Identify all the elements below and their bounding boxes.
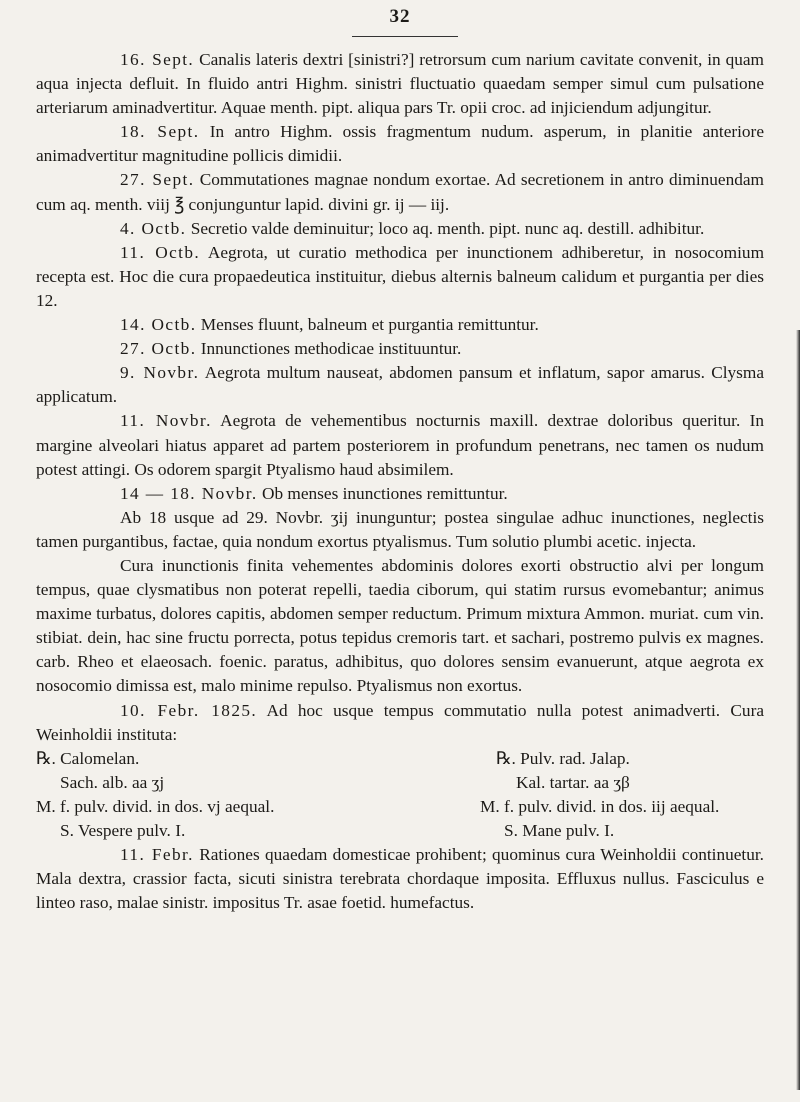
entry-text: Menses fluunt, balneum et purgantia remittuntur. (200, 315, 539, 335)
prescription-right-line: S. Mane pulv. I. (504, 821, 615, 840)
body-text (36, 48, 764, 915)
entry-text: Secretio valde deminuitur; loco aq. menth. pipt. nunc aq. destill. adhibitur. (190, 218, 705, 238)
entry-paragraph (36, 482, 764, 506)
entry-text: Ad hoc usque tempus commutatio nulla potest animadverti. Cura Weinholdii instituta: (36, 700, 764, 744)
entry-date: 9. Novbr. (120, 363, 200, 383)
page-number-rule (352, 36, 458, 37)
entry-paragraph (36, 168, 764, 216)
entry-date: 14 — 18. Novbr. (120, 483, 258, 503)
entry-paragraph (36, 506, 764, 554)
entry-date: 10. Febr. 1825. (120, 700, 258, 720)
entry-date: 27. Sept. (120, 170, 195, 190)
entry-text: Canalis lateris dextri [sinistri?] retrorsum cum narium cavitate convenit, in quam aqua injecta defluit. In fluido antri Highm. sinistri fluctuatio quaedam semper simul cum pulsatione arteriarum aminadvertitur. Aquae menth. pipt. aliqua pars Tr. opii croc. ad injiciendum adjungitur. (36, 50, 764, 118)
entry-text: Ab 18 usque ad 29. Novbr. ʒij inunguntur; postea singulae adhuc inunctiones, neglectis tamen purgantibus, factae, quia nondum exortus ptyalismus. Tum solutio plumbi acetic. injecta. (36, 507, 764, 551)
entry-text: Rationes quaedam domesticae prohibent; quominus cura Weinholdii continuetur. Mala dextra, crassior facta, sicuti sinistra terebrata chordaque imposita. Effluxus nullus. Fasciculus e linteo raso, malae sinistr. impositus Tr. asae foetid. humefactus. (36, 845, 764, 913)
entry-paragraph (36, 843, 764, 915)
entry-text: Commutationes magnae nondum exortae. Ad secretionem in antro diminuendam cum aq. menth. viij ℥ conjunguntur lapid. divini gr. ij — iij. (36, 170, 764, 214)
entry-text: Ob menses inunctiones remittuntur. (261, 483, 508, 503)
prescription-right-line: ℞. Pulv. rad. Jalap. (496, 748, 630, 768)
entry-paragraph (36, 120, 764, 168)
entry-date: 11. Octb. (120, 242, 201, 262)
prescription-left-line: M. f. pulv. divid. in dos. vj aequal. (36, 796, 275, 816)
page-number: 32 (389, 6, 411, 27)
prescription-right-line: M. f. pulv. divid. in dos. iij aequal. (480, 796, 720, 816)
entry-paragraph (36, 361, 764, 409)
entry-paragraph (36, 241, 764, 313)
prescription-right-line: Kal. tartar. aa ʒβ (516, 772, 630, 792)
entry-paragraph (36, 554, 764, 699)
prescription-left-line: ℞. Calomelan. (36, 748, 140, 768)
entry-paragraph (36, 217, 764, 241)
entry-date: 11. Febr. (120, 845, 194, 865)
entry-text: Innunctiones methodicae instituuntur. (200, 339, 462, 359)
entry-date: 18. Sept. (120, 122, 200, 142)
page-edge-shadow (796, 330, 800, 1090)
prescriptions (36, 747, 764, 843)
entry-text: Aegrota multum nauseat, abdomen pansum et inflatum, sapor amarus. Clysma applicatum. (36, 363, 765, 407)
entry-date: 14. Octb. (120, 315, 197, 335)
entry-date: 16. Sept. (120, 50, 195, 69)
entry-text: Aegrota, ut curatio methodica per inunctionem adhiberetur, in nosocomium recepta est. Hoc die cura propaedeutica instituitur, diebus alternis balneum calidum et purgantia per dies 12. (36, 242, 765, 310)
prescription-left-line: S. Vespere pulv. I. (60, 821, 186, 840)
entry-text: Cura inunctionis finita vehementes abdominis dolores exorti obstructio alvi per longum tempus, quae clysmatibus non poterat repelli, taedia ciborum, qui statim rursus evomebantur; animus maxime turbatus, dolores capitis, abdomen semper reductum. Primum mixtura Ammon. muriat. cum vin. stibiat. dein, hac sine fructu porrecta, potus tepidus cremoris tart. et sachari, postremo pulvis ex magnes. carb. Rheo et elaeosach. foenic. paratus, adhibitus, quo dolores sensim evanuerunt, atque aegrota ex nosocomio dimissa est, malo minime repulso. Ptyalismus non exortus. (36, 555, 764, 696)
entry-paragraph (36, 337, 764, 361)
entry-text: Aegrota de vehementibus nocturnis maxill. dextrae doloribus queritur. In margine alveolari hiatus apparet ad partem posteriorem in profundum penetrans, nec tamen os nudum potest attingi. Os odorem spargit Ptyalismo haud absimilem. (36, 411, 764, 479)
entry-paragraph (36, 313, 764, 337)
entry-text: In antro Highm. ossis fragmentum nudum. asperum, in planitie anteriore animadvertitur magnitudine pollicis dimidii. (36, 122, 764, 166)
entry-paragraph (36, 409, 764, 481)
entry-paragraph (36, 48, 764, 120)
entry-date: 27. Octb. (120, 339, 197, 359)
entry-date: 11. Novbr. (120, 411, 212, 431)
entry-paragraph (36, 699, 764, 747)
entry-date: 4. Octb. (120, 218, 187, 238)
prescription-left-line: Sach. alb. aa ʒj (60, 772, 165, 792)
